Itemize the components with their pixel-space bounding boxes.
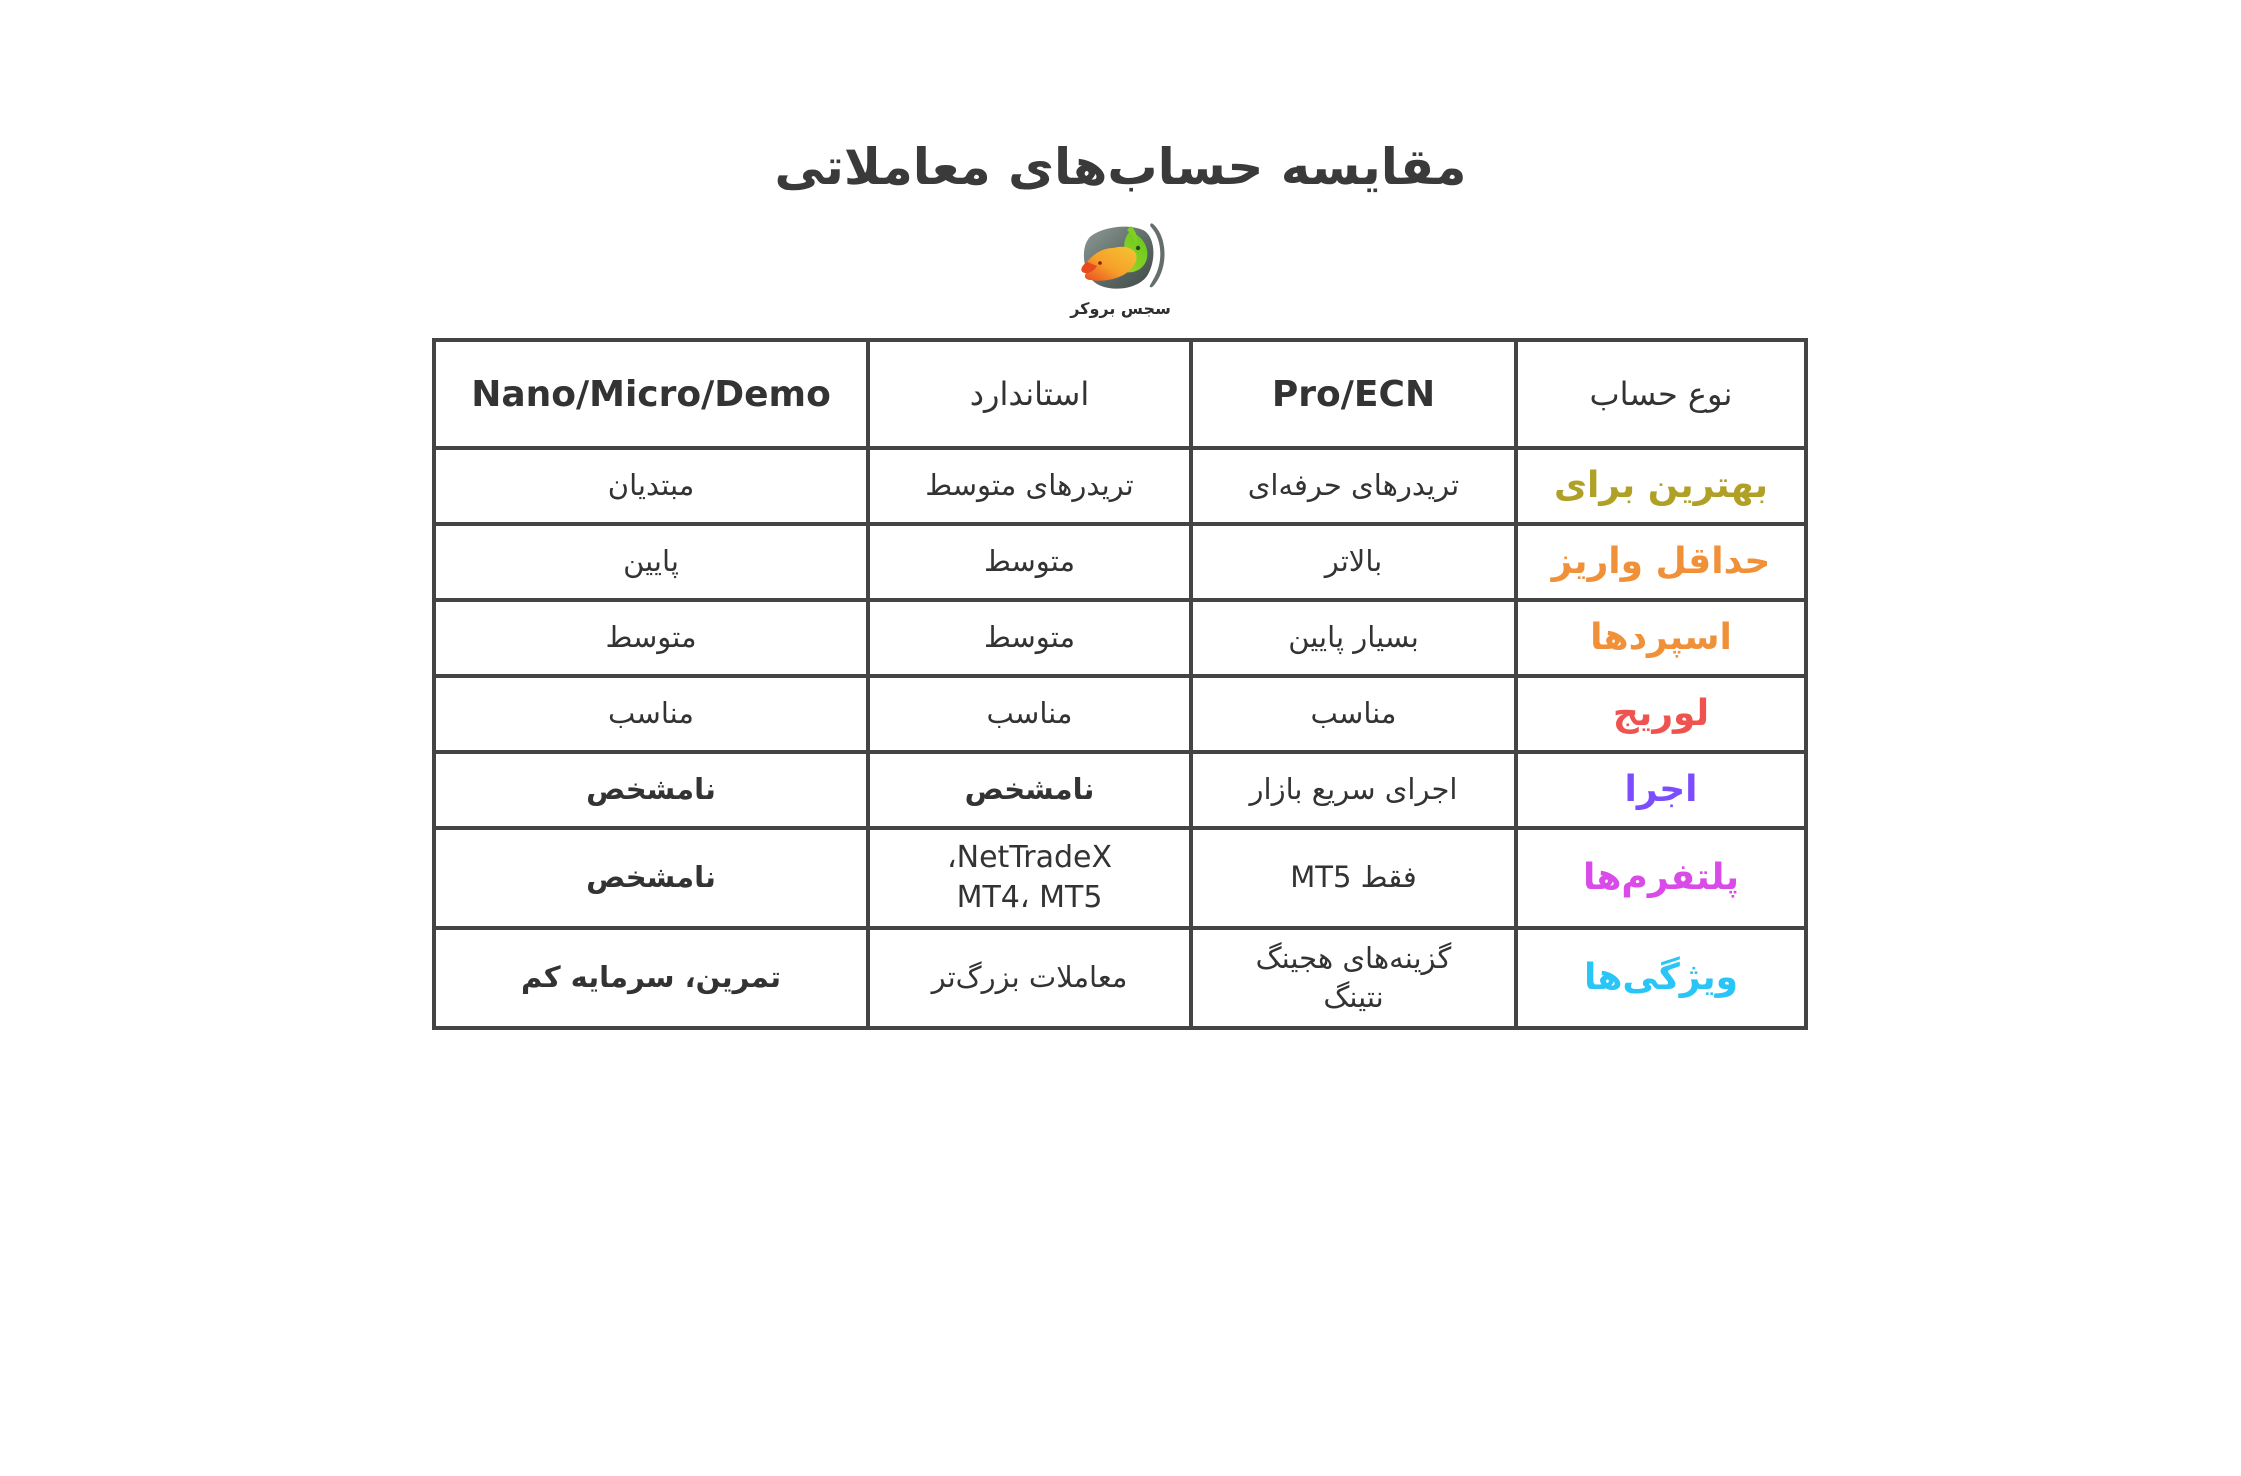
cell-standard: تریدرهای متوسط	[868, 448, 1191, 524]
page-title: مقایسه حساب‌های معاملاتی	[774, 138, 1467, 196]
cell-standard: متوسط	[868, 600, 1191, 676]
account-comparison-table	[432, 338, 1808, 1030]
cell-nano: نامشخص	[434, 828, 868, 928]
row-label: لوریج	[1516, 676, 1806, 752]
cell-standard: نامشخص	[868, 752, 1191, 828]
table-header	[434, 340, 1806, 448]
cell-nano: مناسب	[434, 676, 868, 752]
table-row	[434, 828, 1806, 928]
row-label: اسپردها	[1516, 600, 1806, 676]
table-body	[434, 448, 1806, 1028]
table-row	[434, 600, 1806, 676]
account-comparison-table-wrapper	[436, 338, 1808, 1030]
cell-nano: تمرین، سرمایه کم	[434, 928, 868, 1028]
table-row	[434, 928, 1806, 1028]
bull-bear-logo-icon	[1067, 218, 1175, 298]
cell-pro: فقط MT5	[1191, 828, 1516, 928]
cell-nano: پایین	[434, 524, 868, 600]
cell-pro: مناسب	[1191, 676, 1516, 752]
table-row	[434, 676, 1806, 752]
row-label: ویژگی‌ها	[1516, 928, 1806, 1028]
cell-standard: معاملات بزرگ‌تر	[868, 928, 1191, 1028]
cell-nano: مبتدیان	[434, 448, 868, 524]
column-header-nano-micro-demo: Nano/Micro/Demo	[434, 340, 868, 448]
row-label: اجرا	[1516, 752, 1806, 828]
brand-logo-block	[0, 218, 2241, 318]
table-row	[434, 524, 1806, 600]
cell-standard: مناسب	[868, 676, 1191, 752]
cell-standard: NetTradeX، MT4، MT5	[868, 828, 1191, 928]
column-header-standard: استاندارد	[868, 340, 1191, 448]
cell-nano: نامشخص	[434, 752, 868, 828]
cell-pro: بسیار پایین	[1191, 600, 1516, 676]
page-title-container	[0, 136, 2241, 199]
cell-standard: متوسط	[868, 524, 1191, 600]
brand-wordmark: سجس بروکر	[1070, 299, 1171, 318]
row-label: پلتفرم‌ها	[1516, 828, 1806, 928]
column-header-account-type: نوع حساب	[1516, 340, 1806, 448]
cell-nano: متوسط	[434, 600, 868, 676]
cell-pro: بالاتر	[1191, 524, 1516, 600]
column-header-pro-ecn: Pro/ECN	[1191, 340, 1516, 448]
cell-pro: گزینه‌های هجینگ نتینگ	[1191, 928, 1516, 1028]
cell-pro: اجرای سریع بازار	[1191, 752, 1516, 828]
table-row	[434, 752, 1806, 828]
brand-logo-inner	[1056, 218, 1186, 318]
row-label: حداقل واریز	[1516, 524, 1806, 600]
table-header-row	[434, 340, 1806, 448]
table-row	[434, 448, 1806, 524]
row-label: بهترین برای	[1516, 448, 1806, 524]
cell-pro: تریدرهای حرفه‌ای	[1191, 448, 1516, 524]
